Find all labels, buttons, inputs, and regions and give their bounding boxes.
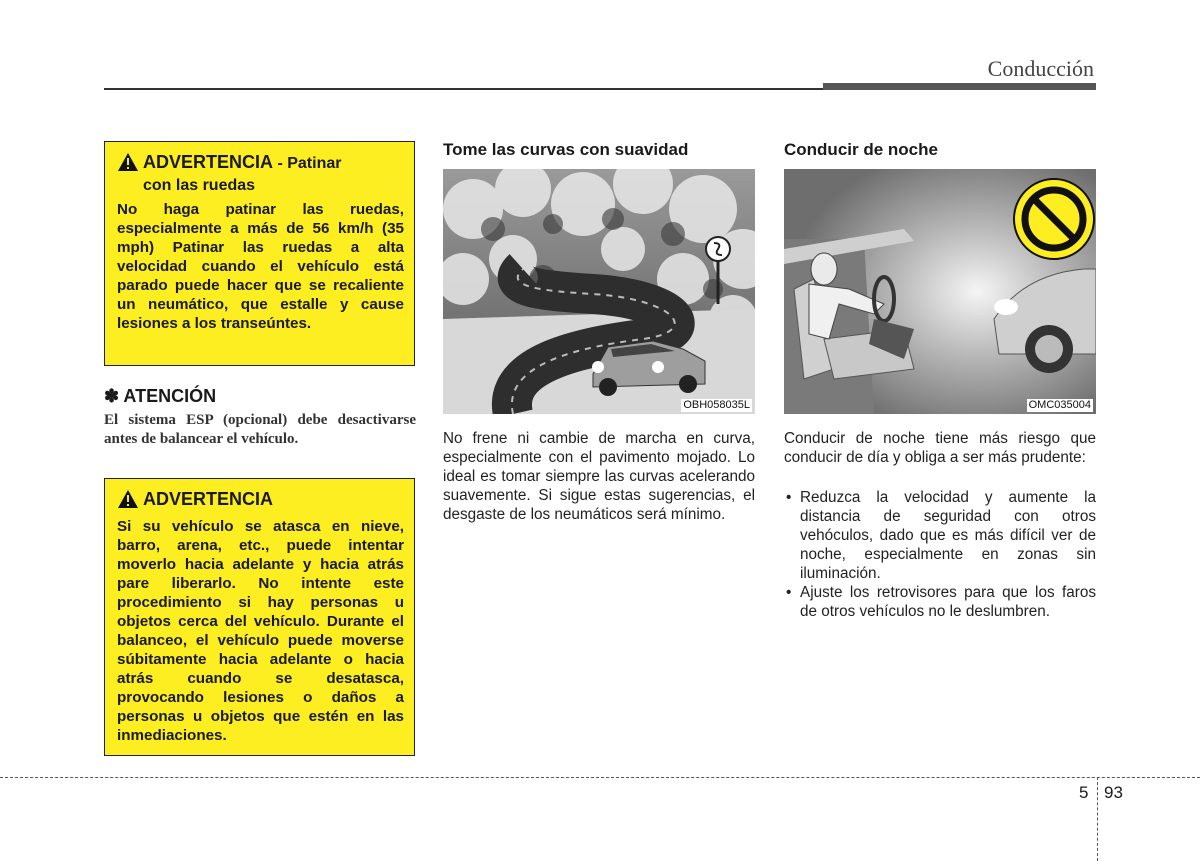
warning-title: [117, 152, 404, 196]
footer-divider: [0, 777, 1200, 778]
night-driving-illustration: [784, 169, 1096, 414]
warning-body: No haga patinar las ruedas, especialmente a más de 56 km/h (35 mph) Patinar las ruedas a alta velocidad cuando el vehículo está parado puede hacer que se recaliente un neumático, que estalle y cause lesiones a los transeúntes.: [117, 201, 404, 332]
warning-triangle-icon: [117, 152, 143, 176]
chapter-number: 5: [1079, 783, 1089, 802]
footer-vertical-divider: [1097, 777, 1098, 861]
warning-body: Si su vehículo se atasca en nieve, barro, arena, etc., puede intentar moverlo hacia adelante y hacia atrás pare liberarlo. No intente este procedimiento si hay personas u objetos cerca del vehículo. Durante el balanceo, el vehículo puede moverse súbitamente hacia adelante o hacia atrás cuando se desatasca, provocando lesiones o daños a personas u objetos que estén en las inmediaciones.: [117, 518, 404, 744]
figure-code: OBH058035L: [683, 399, 750, 411]
night-heading: Conducir de noche: [784, 140, 938, 159]
warning-triangle-icon: [117, 489, 143, 513]
attention-body: El sistema ESP (opcional) debe desactivarse antes de balancear el vehículo.: [104, 412, 416, 447]
header-rule-accent: [823, 83, 1096, 90]
warning-box-wheel-spin: [104, 141, 415, 366]
curves-illustration: [443, 169, 755, 414]
attention-title: ✽ ATENCIÓN: [104, 386, 217, 406]
night-intro: Conducir de noche tiene más riesgo que conducir de día y obliga a ser más prudente:: [784, 430, 1096, 466]
list-item: • Reduzca la velocidad y aumente la distancia de seguridad con otros vehóculos, dado que es más difícil ver de noche, especialmente en zonas sin iluminación.: [784, 488, 1096, 583]
figure-code: OMC035004: [1028, 399, 1091, 411]
warning-title-text: ADVERTENCIA: [143, 489, 274, 509]
warning-title: [117, 489, 404, 513]
header-title: Conducción: [987, 56, 1094, 81]
warning-box-stuck-vehicle: [104, 478, 415, 756]
page-number: 93: [1104, 783, 1123, 802]
warning-title-text: ADVERTENCIA: [143, 152, 274, 172]
warning-title-line2: con las ruedas: [143, 177, 256, 194]
night-bullet-list: [784, 488, 1096, 621]
warning-title-suffix: - Patinar: [273, 155, 342, 172]
list-item: • Ajuste los retrovisores para que los faros de otros vehículos no le deslumbren.: [784, 583, 1096, 621]
curves-heading: Tome las curvas con suavidad: [443, 140, 689, 159]
curves-body: No frene ni cambie de marcha en curva, especialmente con el pavimento mojado. Lo ideal es tomar siempre las curvas acelerando suavemente. Si sigue estas sugerencias, el desgaste de los neumáticos será mínimo.: [443, 430, 755, 523]
